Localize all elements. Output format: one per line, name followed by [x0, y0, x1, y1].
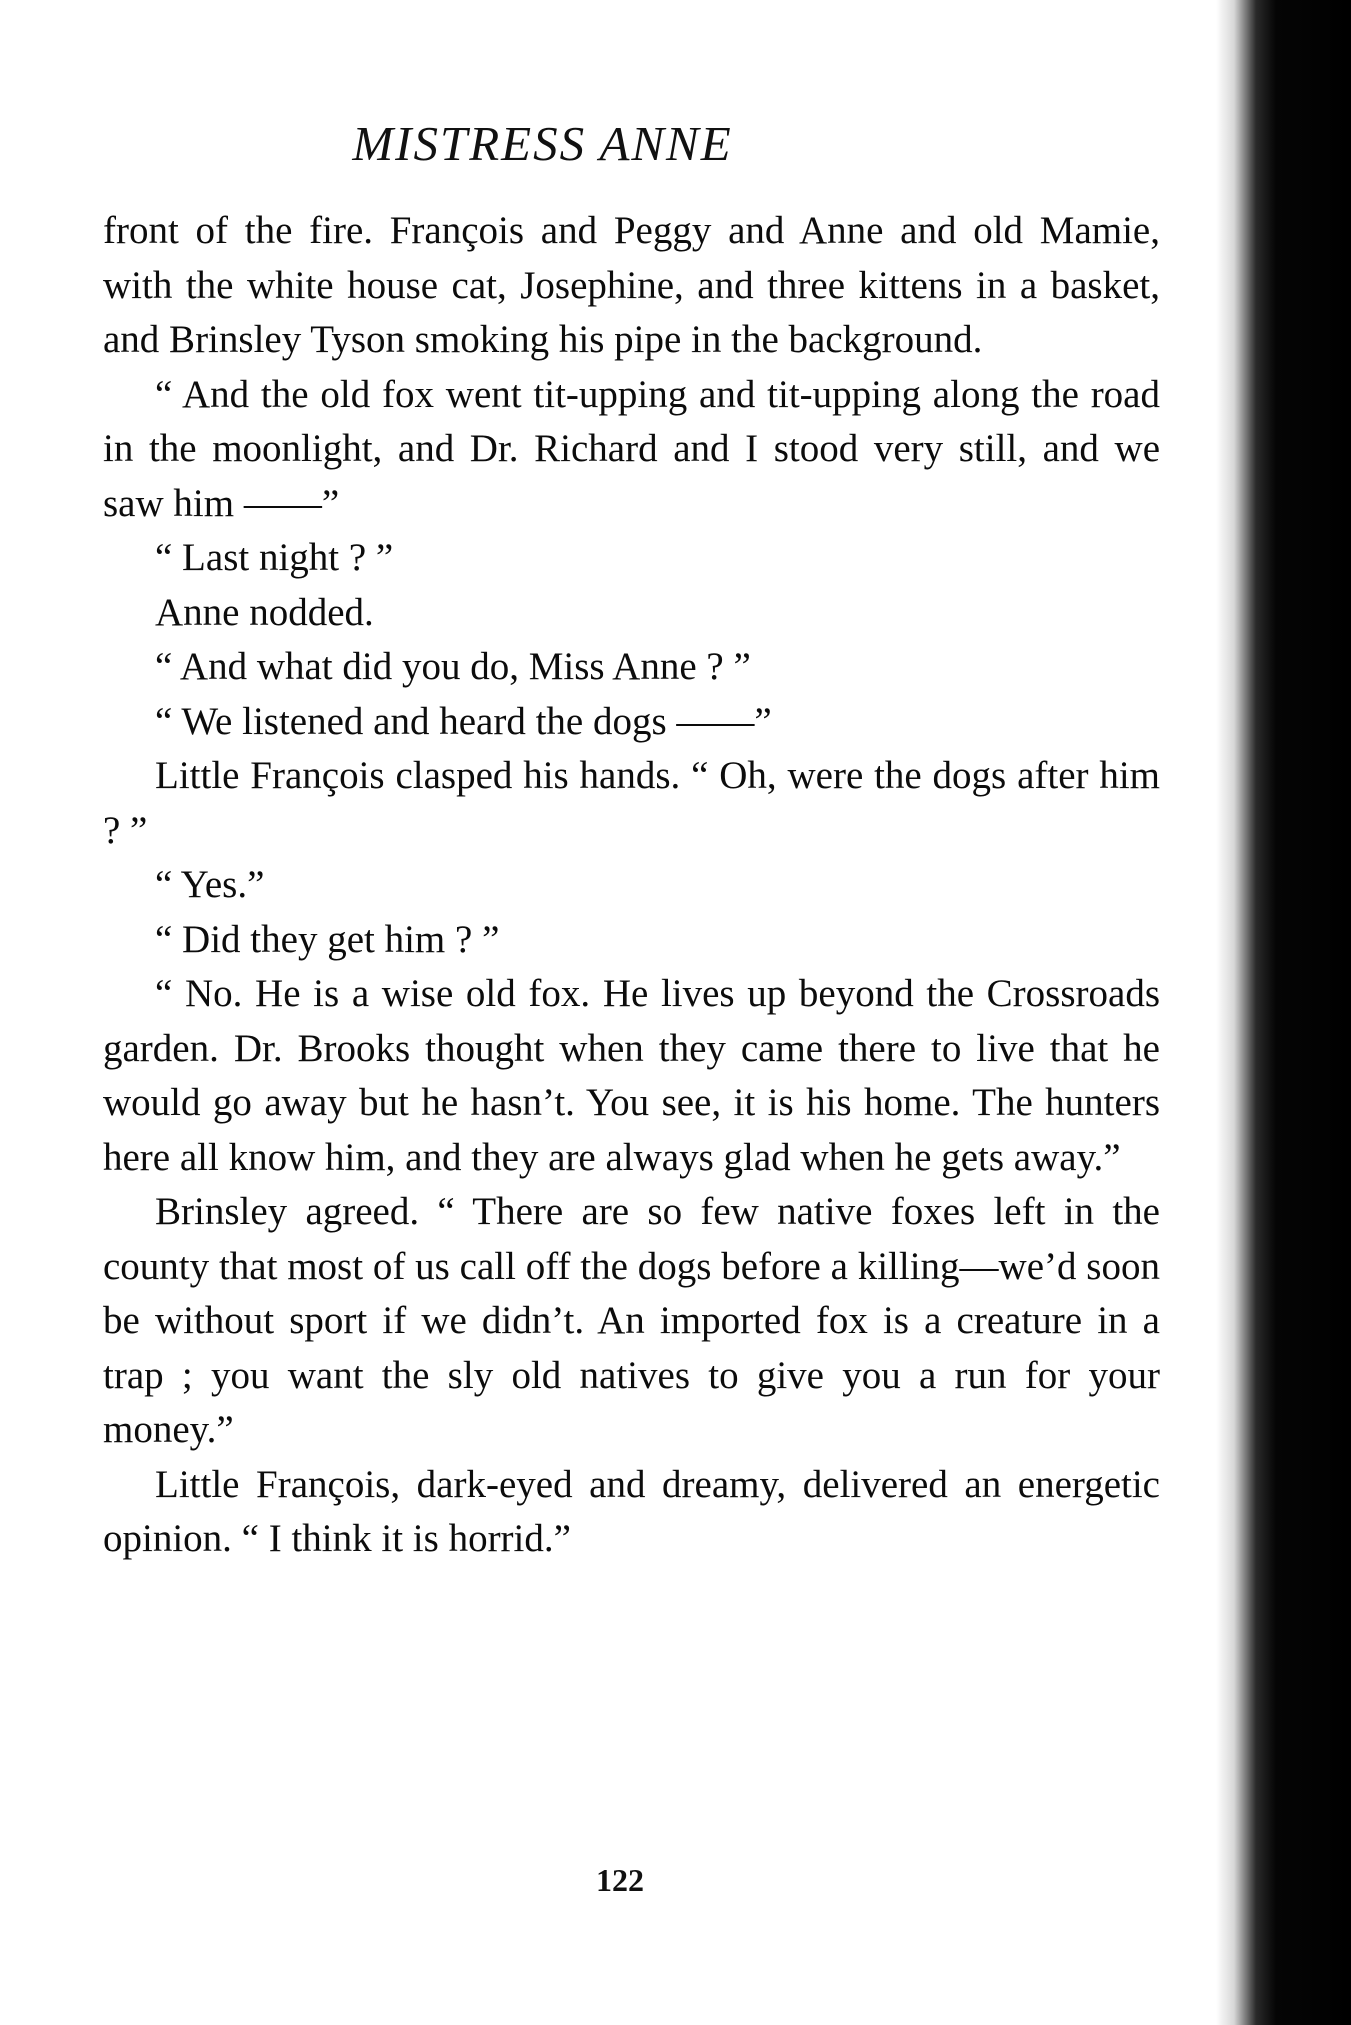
paragraph: Little François clasped his hands. “ Oh, were the dogs after him ? ” [103, 754, 1160, 852]
paragraph: Anne nodded. [155, 590, 374, 634]
paragraph: “ And what did you do, Miss Anne ? ” [155, 645, 751, 688]
paragraph: “ And the old fox went tit-upping and tit-upping along the road in the moonlight, and Dr. Richard and I stood very still, and we saw him ——” [103, 372, 1160, 525]
running-head: MISTRESS ANNE [352, 116, 733, 171]
paragraph: “ Yes.” [155, 863, 265, 906]
binding-shadow [1216, 0, 1351, 2025]
body-text [103, 204, 1160, 1567]
paragraph: Little François, dark-eyed and dreamy, delivered an energetic opinion. “ I think it is horrid.” [103, 1462, 1160, 1560]
page-number: 122 [596, 1862, 644, 1898]
paragraph: Brinsley agreed. “ There are so few native foxes left in the county that most of us call off the dogs before a killing—we’d soon be without sport if we didn’t. An imported fox is a creature in a trap ; you want the sly old natives to give you a run for your money.” [103, 1190, 1160, 1451]
paragraph: “ Last night ? ” [155, 536, 394, 579]
paragraph: “ We listened and heard the dogs ——” [155, 699, 772, 743]
paragraph: “ No. He is a wise old fox. He lives up beyond the Crossroads garden. Dr. Brooks thought when they came there to live that he would go away but he hasn’t. You see, it is his home. The hunters here all know him, and they are always glad when he gets away.” [103, 972, 1160, 1179]
paragraph: front of the fire. François and Peggy and Anne and old Mamie, with the white house cat, Josephine, and three kittens in a basket, and Brinsley Tyson smoking his pipe in the background. [103, 209, 1160, 361]
paragraph: “ Did they get him ? ” [155, 917, 500, 961]
